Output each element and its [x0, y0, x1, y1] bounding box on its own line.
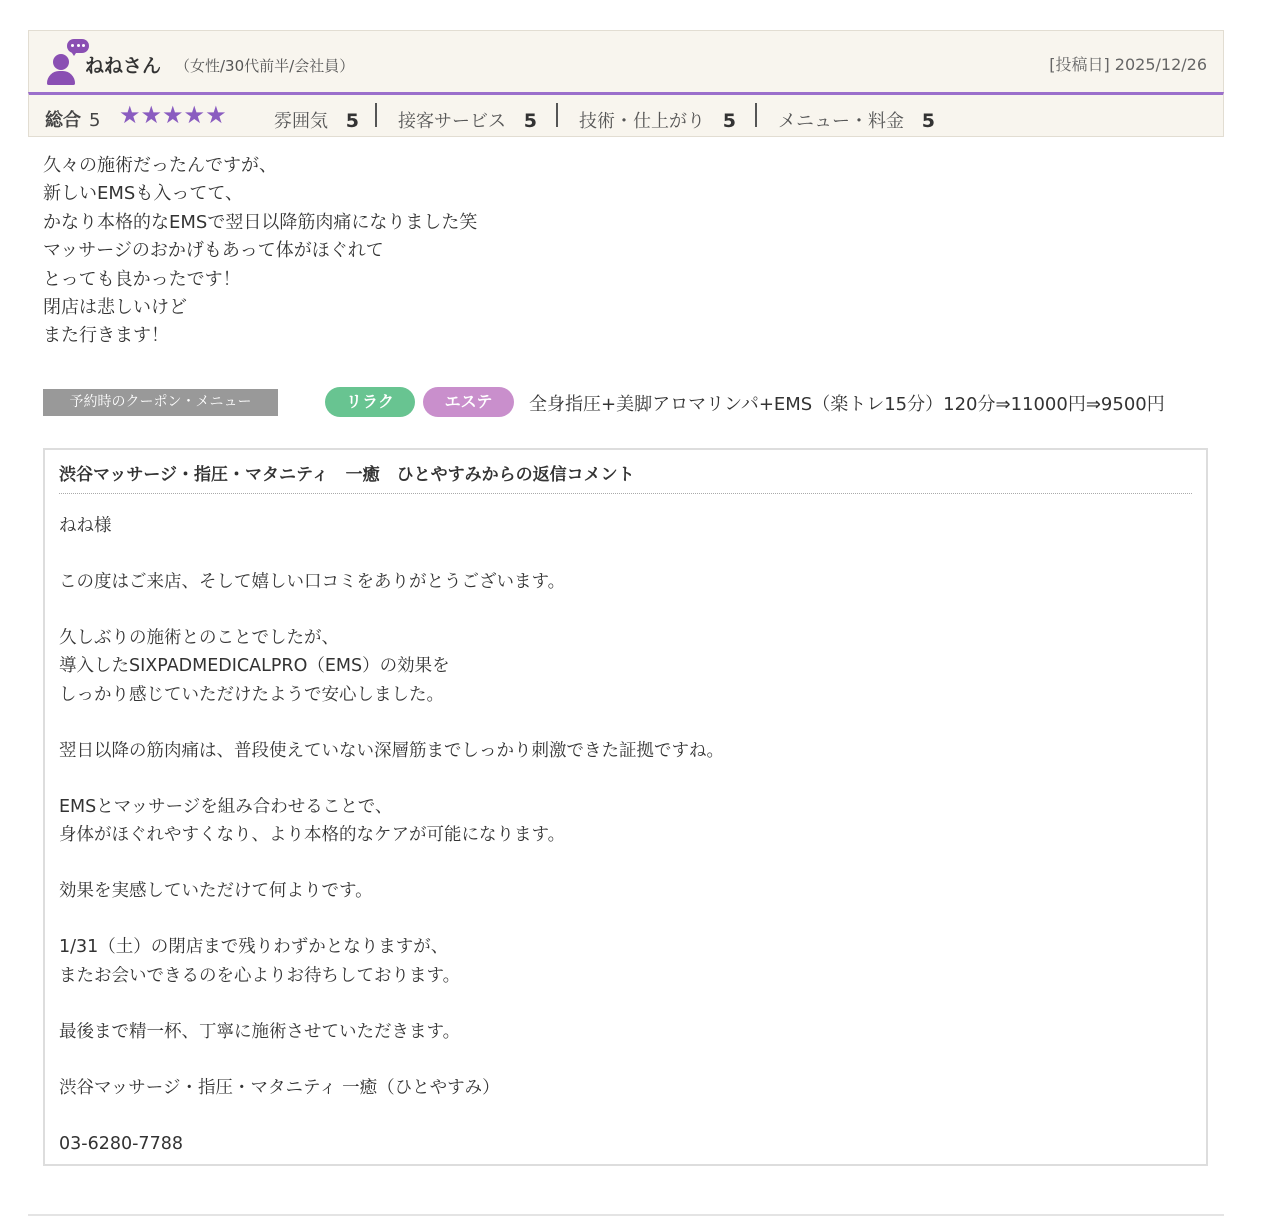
rating-divider [375, 103, 377, 127]
reply-line [59, 1046, 724, 1074]
reply-line: 効果を実感していただけて何よりです。 [59, 881, 373, 902]
post-date: [投稿日] 2025/12/26 [1049, 55, 1207, 74]
rating-menu-label: メニュー・料金 [778, 111, 904, 132]
reply-line: しっかり感じていただけたようで安心しました。 [59, 684, 444, 705]
reply-line: この度はご来店、そして嬉しい口コミをありがとうございます。 [59, 572, 566, 593]
review-line: また行きます！ [43, 325, 169, 347]
reply-line: またお会いできるのを心よりお待ちしております。 [59, 965, 461, 986]
tag-este[interactable]: エステ [423, 387, 514, 417]
reviewer-name: ねねさん [85, 55, 162, 77]
reply-line [59, 905, 724, 933]
reply-divider [59, 493, 1192, 494]
review-line: 新しいEMSも入ってて、 [43, 183, 243, 205]
reply-line: 1/31（土）の閉店まで残りわずかとなりますが、 [59, 937, 449, 958]
rating-menu [778, 107, 935, 133]
rating-technique [579, 107, 736, 133]
reply-line: 翌日以降の筋肉痛は、普段使えていない深層筋までしっかり刺激できた証拠ですね。 [59, 740, 724, 761]
reply-line: 渋谷マッサージ・指圧・マタニティ 一癒（ひとやすみ） [59, 1077, 500, 1098]
reviewer-profile: （女性/30代前半/会社員） [175, 57, 355, 75]
reply-line: EMSとマッサージを組み合わせることで、 [59, 796, 393, 817]
rating-divider [755, 103, 757, 127]
reply-line [59, 1102, 724, 1130]
reply-line: ねね様 [59, 516, 112, 536]
tag-relax[interactable]: リラク [325, 387, 415, 417]
coupon-menu-link[interactable]: 全身指圧+美脚アロマリンパ+EMS（楽トレ15分）120分⇒11000円⇒9500円 [529, 394, 1165, 415]
reply-line: 導入したSIXPADMEDICALPRO（EMS）の効果を [59, 656, 450, 677]
reply-line: 久しぶりの施術とのことでしたが、 [59, 628, 339, 649]
coupon-label: 予約時のクーポン・メニュー [43, 389, 278, 416]
reply-box [43, 448, 1208, 1166]
user-avatar-icon [45, 39, 85, 83]
review-header [28, 30, 1224, 92]
review-line: 閉店は悲しいけど [43, 297, 187, 319]
review-body [43, 152, 743, 351]
review-line: 久々の施術だったんですが、 [43, 155, 277, 176]
rating-total-label: 総合 [45, 110, 81, 131]
rating-service-score: 5 [523, 110, 537, 132]
star-rating-icon: ★★★★★ [119, 101, 227, 129]
rating-atmosphere-label: 雰囲気 [274, 111, 328, 132]
review-line: かなり本格的なEMSで翌日以降筋肉痛になりました笑 [43, 211, 478, 233]
rating-bar [28, 92, 1224, 137]
rating-atmosphere-score: 5 [345, 110, 359, 132]
review-line: マッサージのおかげもあって体がほぐれて [43, 240, 384, 262]
reply-line: 最後まで精一杯、丁寧に施術させていただきます。 [59, 1021, 461, 1042]
rating-total-score: 5 [89, 110, 101, 131]
rating-total [45, 106, 100, 132]
rating-menu-score: 5 [921, 110, 935, 132]
reply-line [59, 849, 724, 877]
reply-title: 渋谷マッサージ・指圧・マタニティ 一癒 ひとやすみからの返信コメント [59, 465, 635, 485]
rating-atmosphere [274, 107, 359, 133]
reply-line [59, 709, 724, 737]
reply-body [59, 512, 724, 1158]
reply-line [59, 765, 724, 793]
reply-phone[interactable]: 03-6280-7788 [59, 1134, 183, 1155]
rating-technique-label: 技術・仕上がり [579, 111, 705, 132]
reply-line [59, 990, 724, 1018]
rating-service-label: 接客サービス [398, 111, 506, 132]
review-line: とっても良かったです！ [43, 268, 241, 290]
reply-line [59, 596, 724, 624]
reply-line: 身体がほぐれやすくなり、より本格的なケアが可能になります。 [59, 825, 566, 846]
rating-technique-score: 5 [722, 110, 736, 132]
rating-service [398, 107, 537, 133]
rating-divider [556, 103, 558, 127]
reply-line [59, 540, 724, 568]
